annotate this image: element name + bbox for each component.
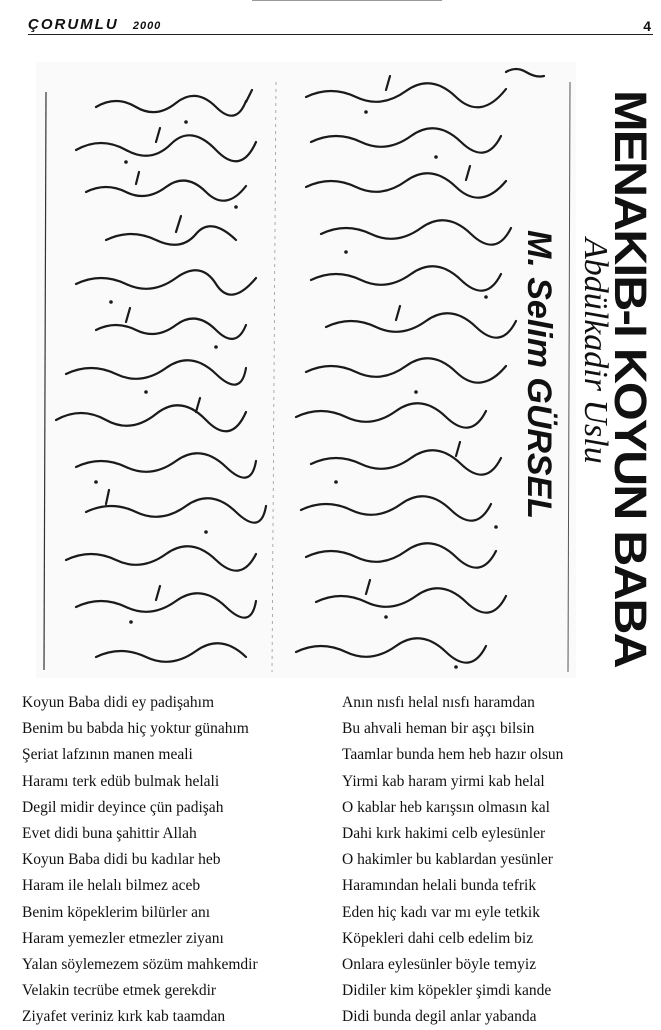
translator-name-text: Abdülkadir Uslu [577, 238, 614, 464]
article-title [605, 90, 661, 680]
manuscript-image [36, 62, 576, 678]
poem-line: Ziyafet veriniz kırk kab taamdan [22, 1008, 226, 1026]
page-number: 4 [643, 18, 651, 34]
poem-line: O hakimler bu kablardan yesünler [342, 851, 553, 869]
poem-line: O kablar heb karışsın olmasın kal [342, 798, 550, 816]
article-title-text: MENAKIB-I KOYUN BABA [605, 90, 656, 667]
poem-line: Haramından helali bunda tefrik [342, 877, 537, 895]
poem-line: Koyun Baba didi bu kadılar heb [22, 851, 221, 869]
poem-line: Koyun Baba didi ey padişahım [22, 694, 214, 711]
poem-line: Dahi kırk hakimi celb eylesünler [342, 824, 546, 842]
translator-name [578, 238, 612, 469]
publication-name [28, 16, 161, 33]
poem-line: Benim köpeklerim bilürler anı [22, 903, 211, 921]
poem-line: Velakin tecrübe etmek gerekdir [22, 982, 217, 1000]
header-rule [28, 34, 653, 35]
poem-line: Yalan söylemezem sözüm mahkemdir [22, 955, 258, 973]
poem-line: Didiler kim köpekler şimdi kande [342, 982, 552, 1000]
poem-line: Yirmi kab haram yirmi kab helal [342, 772, 545, 790]
poem-line: Onlara eylesünler böyle temyiz [342, 955, 537, 973]
publication-title: ÇORUMLU [28, 16, 119, 33]
manuscript-scan [36, 62, 576, 678]
poem-line: Evet didi buna şahittir Allah [22, 824, 197, 842]
poem-line: Köpekleri dahi celb edelim biz [342, 929, 534, 947]
page-header [0, 0, 661, 40]
poem-line: Degil midir deyince çün padişah [22, 798, 224, 816]
poem-line: Haramı terk edüb bulmak helali [22, 772, 220, 790]
poem-line: Didi bunda degil anlar yabanda [342, 1008, 537, 1026]
poem-left-column [22, 690, 322, 1030]
poem-line: Haram yemezler etmezler ziyanı [22, 929, 224, 947]
poem-line: Benim bu babda hiç yoktur günahım [22, 720, 249, 738]
poem-line: Haram ile helalı bilmez aceb [22, 877, 201, 895]
top-divider [252, 0, 442, 1]
poem-line: Taamlar bunda hem heb hazır olsun [342, 746, 564, 764]
poem-line: Şeriat lafzının manen meali [22, 746, 193, 764]
poem-line: Eden hiç kadı var mı eyle tetkik [342, 903, 540, 921]
poem-line: Bu ahvali heman bir aşçı bilsin [342, 720, 535, 738]
author-name-text: M. Selim GÜRSEL [520, 230, 558, 520]
publication-year: 2000 [132, 20, 162, 32]
poem-line: Anın nısfı helal nısfı haramdan [342, 694, 535, 711]
author-name [522, 230, 556, 524]
poem-right-column [342, 690, 652, 1030]
